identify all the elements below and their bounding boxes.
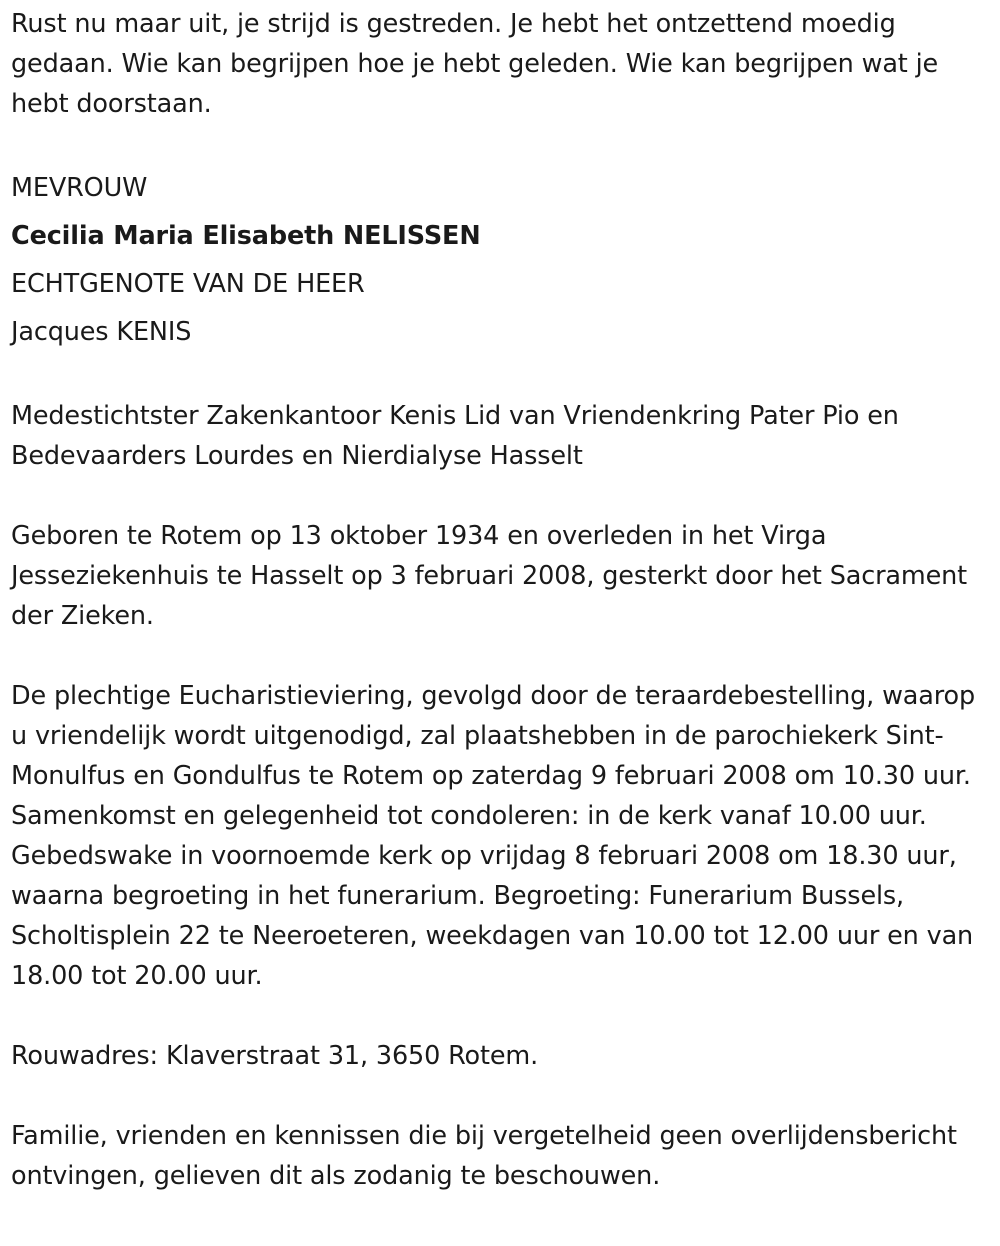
spacer <box>11 476 991 516</box>
closing-paragraph: Familie, vrienden en kennissen die bij vergetelheid geen overlijdensbericht ontvingen, gelieven dit als zodanig te beschouwen. <box>11 1121 957 1191</box>
spacer <box>11 636 991 676</box>
spacer <box>11 124 991 164</box>
title-prefix: MEVROUW <box>11 173 148 203</box>
spouse-name: Jacques KENIS <box>11 317 192 347</box>
birth-death-paragraph: Geboren te Rotem op 13 oktober 1934 en overleden in het Virga Jesseziekenhuis te Hasselt op 3 februari 2008, gesterkt door het Sacrament der Zieken. <box>11 521 967 631</box>
spacer <box>11 1076 991 1116</box>
spacer <box>11 356 991 396</box>
address-paragraph: Rouwadres: Klaverstraat 31, 3650 Rotem. <box>11 1041 539 1071</box>
spacer <box>11 996 991 1036</box>
relation-label: ECHTGENOTE VAN DE HEER <box>11 269 365 299</box>
ceremony-paragraph: De plechtige Eucharistieviering, gevolgd door de teraardebestelling, waarop u vriendelijk wordt uitgenodigd, zal plaatshebben in de parochiekerk Sint-Monulfus en Gondulfus te Rotem op zaterdag 9 februari 2008 om 10.30 uur. Samenkomst en gelegenheid tot condoleren: in de kerk vanaf 10.00 uur. Gebedswake in voornoemde kerk op vrijdag 8 februari 2008 om 18.30 uur, waarna begroeting in het funerarium. Begroeting: Funerarium Bussels, Scholtisplein 22 te Neeroeteren, weekdagen van 10.00 tot 12.00 uur en van 18.00 tot 20.00 uur. <box>11 681 975 991</box>
obituary-document <box>11 4 991 1196</box>
poem-paragraph: Rust nu maar uit, je strijd is gestreden. Je hebt het ontzettend moedig gedaan. Wie kan begrijpen hoe je hebt geleden. Wie kan begrijpen wat je hebt doorstaan. <box>11 9 939 119</box>
deceased-name: Cecilia Maria Elisabeth NELISSEN <box>11 221 481 251</box>
affiliations-paragraph: Medestichtster Zakenkantoor Kenis Lid van Vriendenkring Pater Pio en Bedevaarders Lourdes en Nierdialyse Hasselt <box>11 401 899 471</box>
